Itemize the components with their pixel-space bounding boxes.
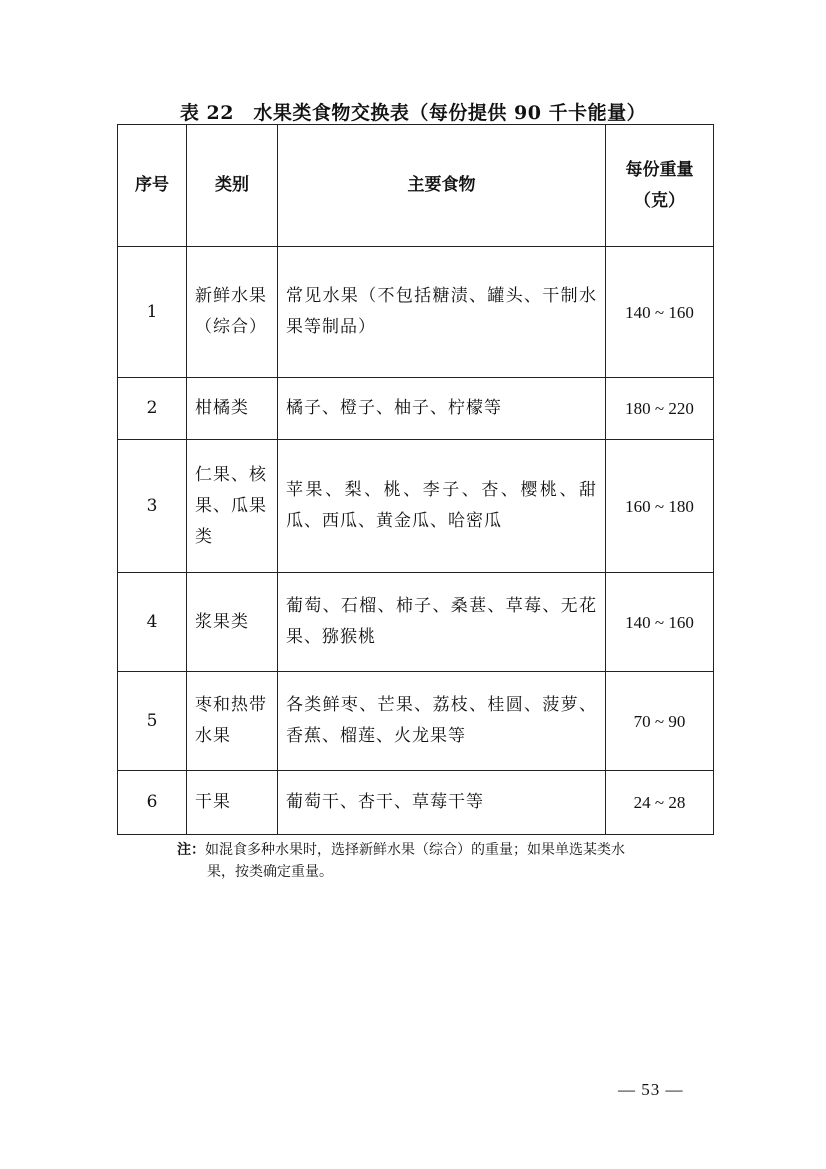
header-index: 序号 [118,125,187,247]
row-weight: 180 ~ 220 [606,378,714,440]
row-category: 浆果类 [187,573,278,672]
row-foods: 葡萄、石榴、柿子、桑葚、草莓、无花果、猕猴桃 [278,573,606,672]
page-number: — 53 — [618,1080,684,1099]
header-category: 类别 [187,125,278,247]
header-foods: 主要食物 [278,125,606,247]
header-row [118,125,714,247]
table-row [118,378,714,440]
note-text-1: 如混食多种水果时，选择新鲜水果（综合）的重量；如果单选某类水 [205,842,625,858]
table-note [177,839,717,883]
row-weight: 24 ~ 28 [606,771,714,835]
row-weight: 140 ~ 160 [606,247,714,378]
table-row [118,573,714,672]
header-weight-line1: 每份重量 [625,159,694,180]
table-row [118,672,714,771]
note-text-2: 果，按类确定重量。 [207,864,333,880]
row-category: 枣和热带水果 [187,672,278,771]
row-category: 仁果、核果、瓜果类 [187,440,278,573]
table-row [118,247,714,378]
row-weight: 70 ~ 90 [606,672,714,771]
header-weight [606,125,714,247]
header-weight-line2: （克） [634,190,685,211]
row-category: 柑橘类 [187,378,278,440]
table-title: 表 22 水果类食物交换表（每份提供 90 千卡能量） [179,102,647,124]
row-foods: 橘子、橙子、柚子、柠檬等 [278,378,606,440]
row-category: 新鲜水果（综合） [187,247,278,378]
row-weight: 160 ~ 180 [606,440,714,573]
row-index: 5 [118,672,187,771]
note-line-1 [177,839,717,861]
row-index: 4 [118,573,187,672]
row-index: 6 [118,771,187,835]
row-foods: 常见水果（不包括糖渍、罐头、干制水果等制品） [278,247,606,378]
note-label: 注： [177,842,205,858]
row-index: 3 [118,440,187,573]
row-foods: 葡萄干、杏干、草莓干等 [278,771,606,835]
row-weight: 140 ~ 160 [606,573,714,672]
fruit-exchange-table [117,124,714,835]
table-row [118,771,714,835]
row-index: 2 [118,378,187,440]
row-index: 1 [118,247,187,378]
row-category: 干果 [187,771,278,835]
table-row [118,440,714,573]
row-foods: 苹果、梨、桃、李子、杏、樱桃、甜瓜、西瓜、黄金瓜、哈密瓜 [278,440,606,573]
row-foods: 各类鲜枣、芒果、荔枝、桂圆、菠萝、香蕉、榴莲、火龙果等 [278,672,606,771]
